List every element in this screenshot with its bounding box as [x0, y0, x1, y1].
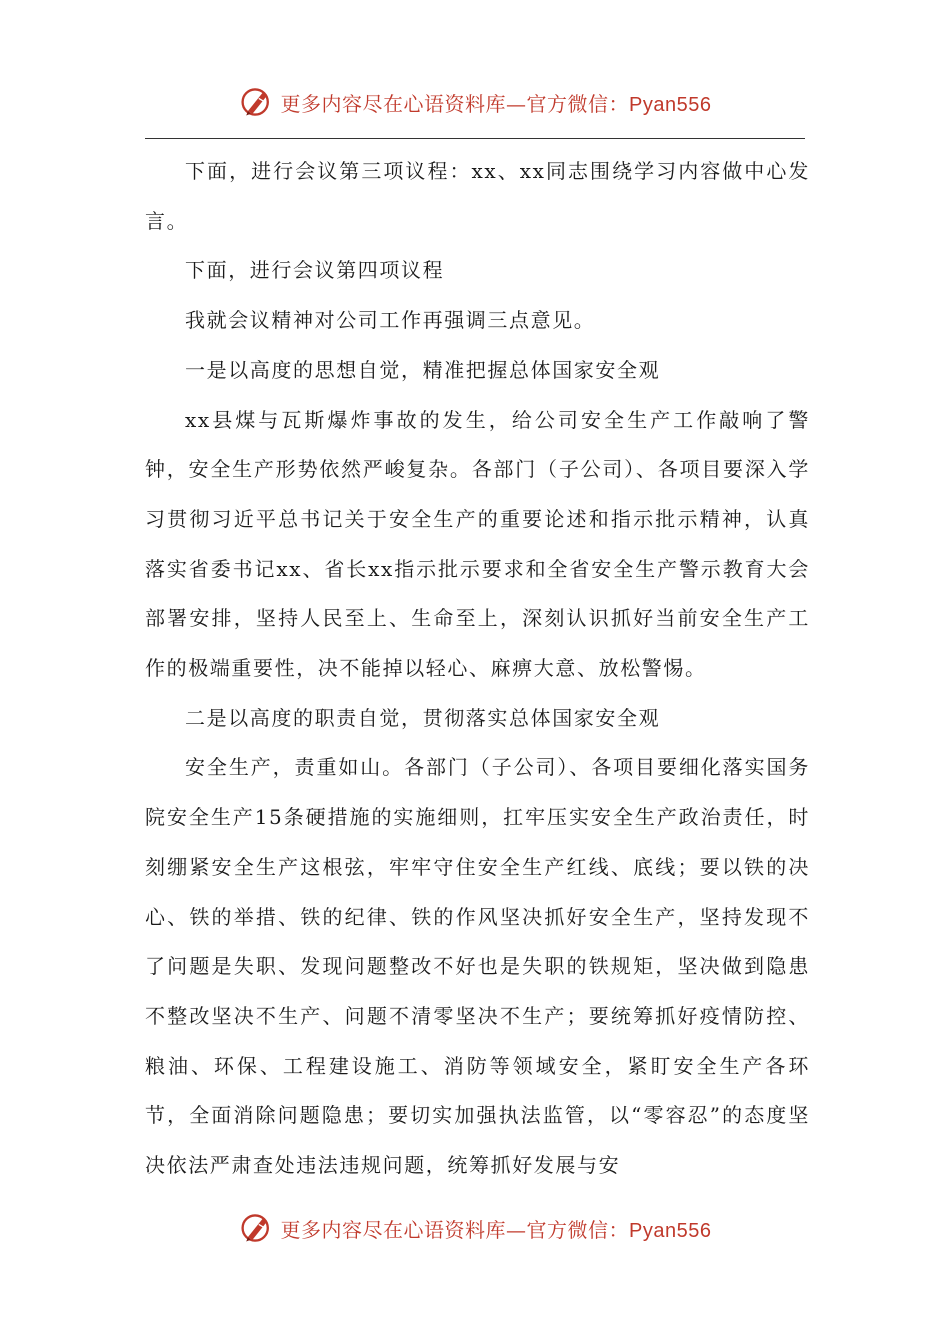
paragraph: xx县煤与瓦斯爆炸事故的发生，给公司安全生产工作敲响了警钟，安全生产形势依然严峻复杂。各部门（子公司）、各项目要深入学习贯彻习近平总书记关于安全生产的重要论述和指示批示精神，认真落实省委书记xx、省长xx指示批示要求和全省安全生产警示教育大会部署安排，坚持人民至上、生命至上，深刻认识抓好当前安全生产工作的极端重要性，决不能掉以轻心、麻痹大意、放松警惕。 — [145, 407, 810, 681]
banner-wechat-id: Pyan556 — [629, 93, 712, 116]
section-heading: 二是以高度的职责自觉，贯彻落实总体国家安全观 — [185, 705, 661, 730]
banner-wechat-id: Pyan556 — [629, 1219, 712, 1242]
document-body — [145, 147, 810, 1191]
header-rule — [145, 138, 805, 139]
paragraph: 下面，进行会议第四项议程 — [185, 258, 445, 283]
banner-text — [281, 88, 712, 117]
header-banner — [0, 84, 950, 120]
paragraph: 我就会议精神对公司工作再强调三点意见。 — [185, 308, 596, 333]
pen-logo-icon — [239, 84, 275, 120]
banner-text — [281, 1214, 712, 1243]
banner-slogan: 更多内容尽在心语资料库—官方微信： — [280, 1217, 630, 1242]
pen-logo-icon — [239, 1210, 275, 1246]
section-heading: 一是以高度的思想自觉，精准把握总体国家安全观 — [185, 357, 661, 382]
banner-slogan: 更多内容尽在心语资料库—官方微信： — [280, 91, 630, 116]
paragraph: 下面，进行会议第三项议程：xx、xx同志围绕学习内容做中心发言。 — [145, 159, 810, 233]
paragraph: 安全生产，责重如山。各部门（子公司）、各项目要细化落实国务院安全生产15条硬措施的实施细则，扛牢压实安全生产政治责任，时刻绷紧安全生产这根弦，牢牢守住安全生产红线、底线；要以铁的决心、铁的举措、铁的纪律、铁的作风坚决抓好安全生产，坚持发现不了问题是失职、发现问题整改不好也是失职的铁规矩，坚决做到隐患不整改坚决不生产、问题不清零坚决不生产；要统筹抓好疫情防控、粮油、环保、工程建设施工、消防等领域安全，紧盯安全生产各环节，全面消除问题隐患；要切实加强执法监管，以“零容忍”的态度坚决依法严肃查处违法违规问题，统筹抓好发展与安 — [145, 755, 810, 1178]
footer-banner — [0, 1210, 950, 1246]
